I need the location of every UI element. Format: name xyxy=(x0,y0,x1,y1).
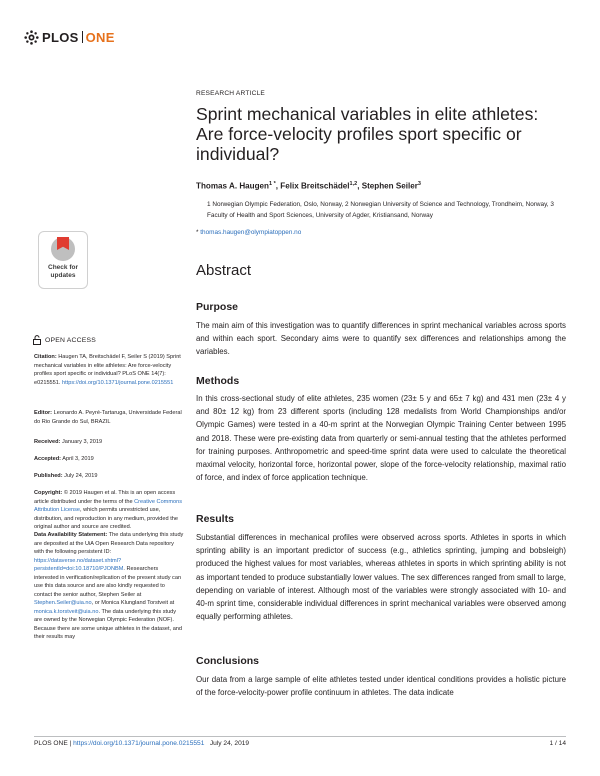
received-label: Received: xyxy=(34,439,61,445)
dataverse-link[interactable]: https://dataverse.no/dataset.xhtml?persistentId=doi:10.18710/PJONBM xyxy=(34,557,124,572)
open-access-label xyxy=(33,335,96,345)
received-block xyxy=(34,438,184,447)
correspondence xyxy=(196,229,301,236)
author-name[interactable]: Felix Breitschädel xyxy=(280,181,350,191)
accepted-date: April 3, 2019 xyxy=(62,456,94,462)
crossmark-icon xyxy=(51,237,75,261)
author-name[interactable]: Thomas A. Haugen xyxy=(196,181,270,191)
torstveit-email-link[interactable]: monica.k.torstveit@uia.no xyxy=(34,608,99,615)
citation-label: Citation: xyxy=(34,354,57,360)
author-affil-sup: 3 xyxy=(417,181,421,187)
citation-block xyxy=(34,353,184,387)
section-text-results: Substantial differences in mechanical profiles were observed across sports. Athletes in sports in which sprinting ability is an important predictor of success (e.g., athletics sprinting, jumping and bobsleigh) produced the highest values for most variables, whereas athletes in sports in which sprinting ability is not as important tended to produce substantially lower values. The sex differences ranged from small to large, depending on variable of interest. Although most of the variables were strongly associated with 10- and 40-m sprint time, considerable individual differences in sprint mechanical variables were observed among equally performing athletes. xyxy=(196,533,566,622)
page-footer xyxy=(34,736,566,747)
open-lock-icon xyxy=(33,335,41,345)
article-title: Sprint mechanical variables in elite athletes: Are force-velocity profiles sport specific or individual? xyxy=(196,104,539,164)
footer-citation xyxy=(34,740,249,747)
section-heading-methods: Methods xyxy=(196,375,240,387)
author-affil-sup: 1 * xyxy=(269,181,276,187)
data-availability-text-3: , or Monica Klungland Torstveit at xyxy=(91,600,175,606)
plos-sun-icon xyxy=(24,30,39,45)
data-availability-text: The data underlying this study are deposited at the UiA Open Research Data repository with the following persistent ID: xyxy=(34,532,184,555)
copyright-block xyxy=(34,489,184,532)
data-availability-text-4: . The data underlying this study are owned by the Norwegian Olympic Federation (NOF). Because there are some unique athletes in the dataset, and their results may xyxy=(34,608,183,640)
author-name[interactable]: Stephen Seiler xyxy=(361,181,418,191)
accepted-label: Accepted: xyxy=(34,456,62,462)
brand-one: ONE xyxy=(85,29,115,45)
seiler-email-link[interactable]: Stephen.Seiler@uia.no xyxy=(34,600,92,606)
footer-separator: | xyxy=(69,740,72,747)
section-heading-conclusions: Conclusions xyxy=(196,655,260,667)
author-list: Thomas A. Haugen$^{1 *}$, Felix Breitschädel$^{1,2}$, Stephen Seiler$^3$ xyxy=(196,181,421,191)
correspondence-marker: * xyxy=(196,229,199,236)
section-text-methods: In this cross-sectional study of elite athletes, 235 women (23± 5 y and 65± 7 kg) and 431 men (23± 4 y and 80± 12 kg) from 23 different sports (including 128 medalists from World Championships and/or Olympic Games) were tested in a 40-m sprint at the Norwegian Olympic Training Center between 1995 and 2018. These were pre-existing data from quarterly or semi-annual testing that the athletes performed for training purposes. Anthropometric and speed-time sprint data were used to calculate the theoretical maximal velocity, horizontal force, horizontal power, slope of the force-velocity relationship, maximal ratio of force, and index of force application technique. xyxy=(196,394,566,483)
data-availability-text-2: . Researchers interested in verification/replication of the present study can use this data source and are also kindly requested to contact the senior author, Stephen Seiler at xyxy=(34,566,182,598)
published-label: Published: xyxy=(34,473,63,479)
page-number: 1 / 14 xyxy=(549,740,566,747)
article-type: RESEARCH ARTICLE xyxy=(196,90,266,97)
brand-divider xyxy=(82,31,83,43)
footer-journal: PLOS ONE xyxy=(34,740,68,747)
editor-text: Leonardo A. Peyré-Tartaruga, Universidade Federal do Rio Grande do Sul, BRAZIL xyxy=(34,410,182,425)
abstract-heading: Abstract xyxy=(196,262,252,279)
brand-plos: PLOS xyxy=(42,29,79,45)
footer-doi-link[interactable]: https://doi.org/10.1371/journal.pone.0215551 xyxy=(73,740,205,747)
copyright-text-cont: , which permits unrestricted use, distribution, and reproduction in any medium, provided the original author and source are credited. xyxy=(34,507,178,530)
footer-date: July 24, 2019 xyxy=(209,740,250,747)
author-affil-sup: 1,2 xyxy=(349,181,358,187)
section-text-purpose: The main aim of this investigation was to quantify differences in sprint mechanical variables across sports and within each sport. Secondary aims were to quantify sex differences and relationships among the variables. xyxy=(196,321,566,357)
published-block xyxy=(34,472,184,481)
affiliations: 1 Norwegian Olympic Federation, Oslo, Norway, 2 Norwegian University of Science and Technology, Trondheim, Norway, 3 Faculty of Health and Sport Sciences, University of Agder, Kristiansand, Norway xyxy=(207,201,554,219)
license-link[interactable]: Creative Commons Attribution License xyxy=(34,498,183,513)
citation-doi-link[interactable]: https://doi.org/10.1371/journal.pone.0215551 xyxy=(62,379,174,386)
correspondence-email-link[interactable]: thomas.haugen@olympiatoppen.no xyxy=(200,229,302,236)
citation-text: Haugen TA, Breitschädel F, Seiler S (2019) Sprint mechanical variables in elite athletes: Are force-velocity profiles sport specific or individual? PLoS ONE 14(7): e0215551. xyxy=(34,354,181,386)
section-heading-purpose: Purpose xyxy=(196,301,239,313)
data-availability-block xyxy=(34,531,184,642)
data-availability-label: Data Availability Statement: xyxy=(34,532,108,538)
editor-label: Editor: xyxy=(34,410,53,416)
copyright-text: © 2019 Haugen et al. This is an open access article distributed under the terms of the xyxy=(34,490,176,505)
section-heading-results: Results xyxy=(196,513,234,525)
open-access-text: OPEN ACCESS xyxy=(45,336,96,344)
editor-block xyxy=(34,409,184,426)
check-for-updates-badge[interactable] xyxy=(38,231,88,289)
section-text-conclusions: Our data from a large sample of elite athletes tested under identical conditions provides a holistic picture of the force-velocity-power profile continuum in athletes. The data indicate xyxy=(196,675,566,698)
copyright-label: Copyright: xyxy=(34,490,63,496)
plos-one-logo xyxy=(24,29,115,45)
accepted-block xyxy=(34,455,184,464)
published-date: July 24, 2019 xyxy=(64,473,98,479)
received-date: January 3, 2019 xyxy=(62,439,103,445)
badge-label: Check for updates xyxy=(48,264,78,279)
